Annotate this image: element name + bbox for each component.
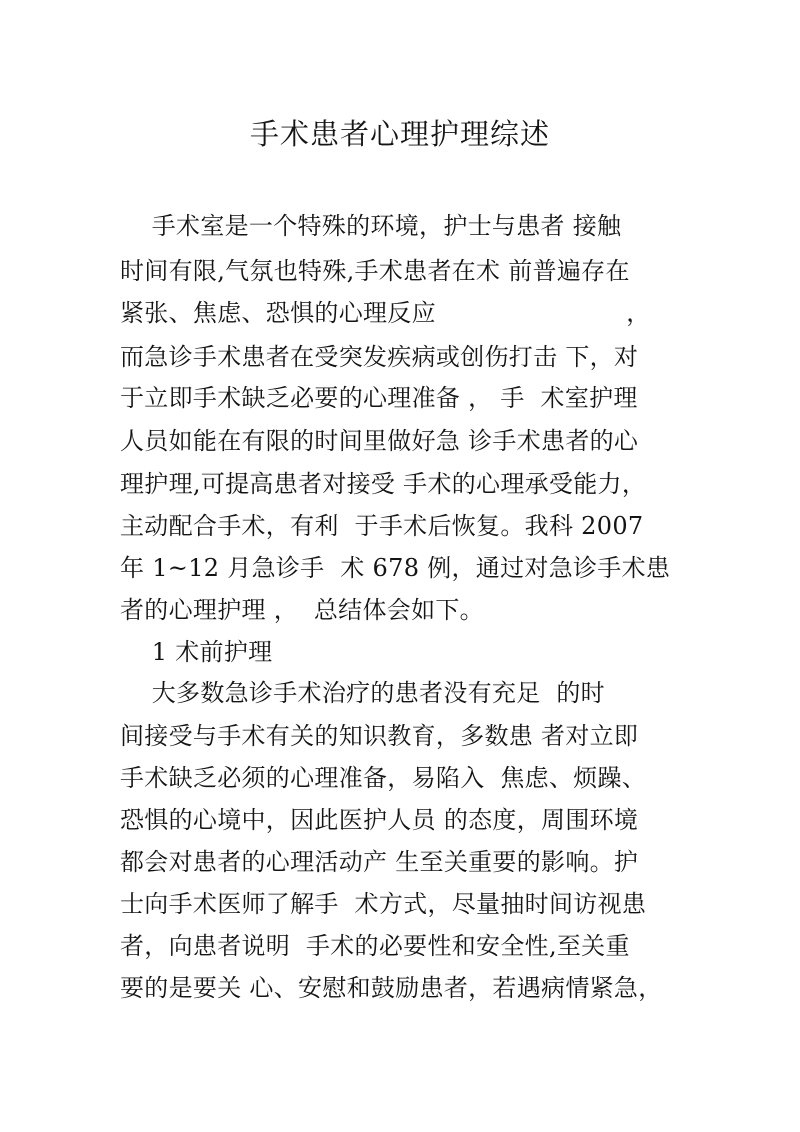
paragraph-line: 手术缺乏必须的心理准备，易陷入 焦虑、烦躁、 <box>120 764 647 792</box>
paragraph-line: 人员如能在有限的时间里做好急 诊手术患者的心 <box>120 427 639 455</box>
paragraph-line: 者的心理护理 ， 总结体会如下。 <box>120 596 484 624</box>
paragraph-line: 理护理,可提高患者对接受 手术的心理承受能力， <box>120 470 647 498</box>
paragraph-line: 间接受与手术有关的知识教育，多数患 者对立即 <box>120 722 639 750</box>
section-heading: 1 术前护理 <box>120 638 273 666</box>
paragraph-line: 主动配合手术，有利 于手术后恢复。我科 2007 <box>120 512 644 540</box>
paragraph-line: 要的是要关 心、安慰和鼓励患者，若遇病情紧急， <box>120 974 663 1002</box>
paragraph-line: 年 1~12 月急诊手 术 678 例，通过对急诊手术患 <box>120 554 671 582</box>
paragraph-line: 士向手术医师了解手 术方式，尽量抽时间访视患 <box>120 890 647 918</box>
paragraph-line: 于立即手术缺乏必要的心理准备 ， 手 术室护理 <box>120 384 638 412</box>
paragraph-line: 而急诊手术患者在受突发疾病或创伤打击 下，对 <box>120 343 639 371</box>
paragraph-line: 大多数急诊手术治疗的患者没有充足 的时 <box>120 679 605 707</box>
paragraph-line: 恐惧的心境中，因此医护人员 的态度，周围环境 <box>120 806 639 834</box>
paragraph-line: 者，向患者说明 手术的必要性和安全性,至关重 <box>120 932 630 960</box>
paragraph-line: 紧张、焦虑、恐惧的心理反应 ， <box>120 299 651 327</box>
paragraph-line: 都会对患者的心理活动产 生至关重要的影响。护 <box>120 848 639 876</box>
document-title: 手术患者心理护理综述 <box>249 117 550 151</box>
paragraph-line: 手术室是一个特殊的环境，护士与患者 接触 <box>120 212 622 240</box>
paragraph-line: 时间有限,气氛也特殊,手术患者在术 前普遍存在 <box>120 257 630 285</box>
